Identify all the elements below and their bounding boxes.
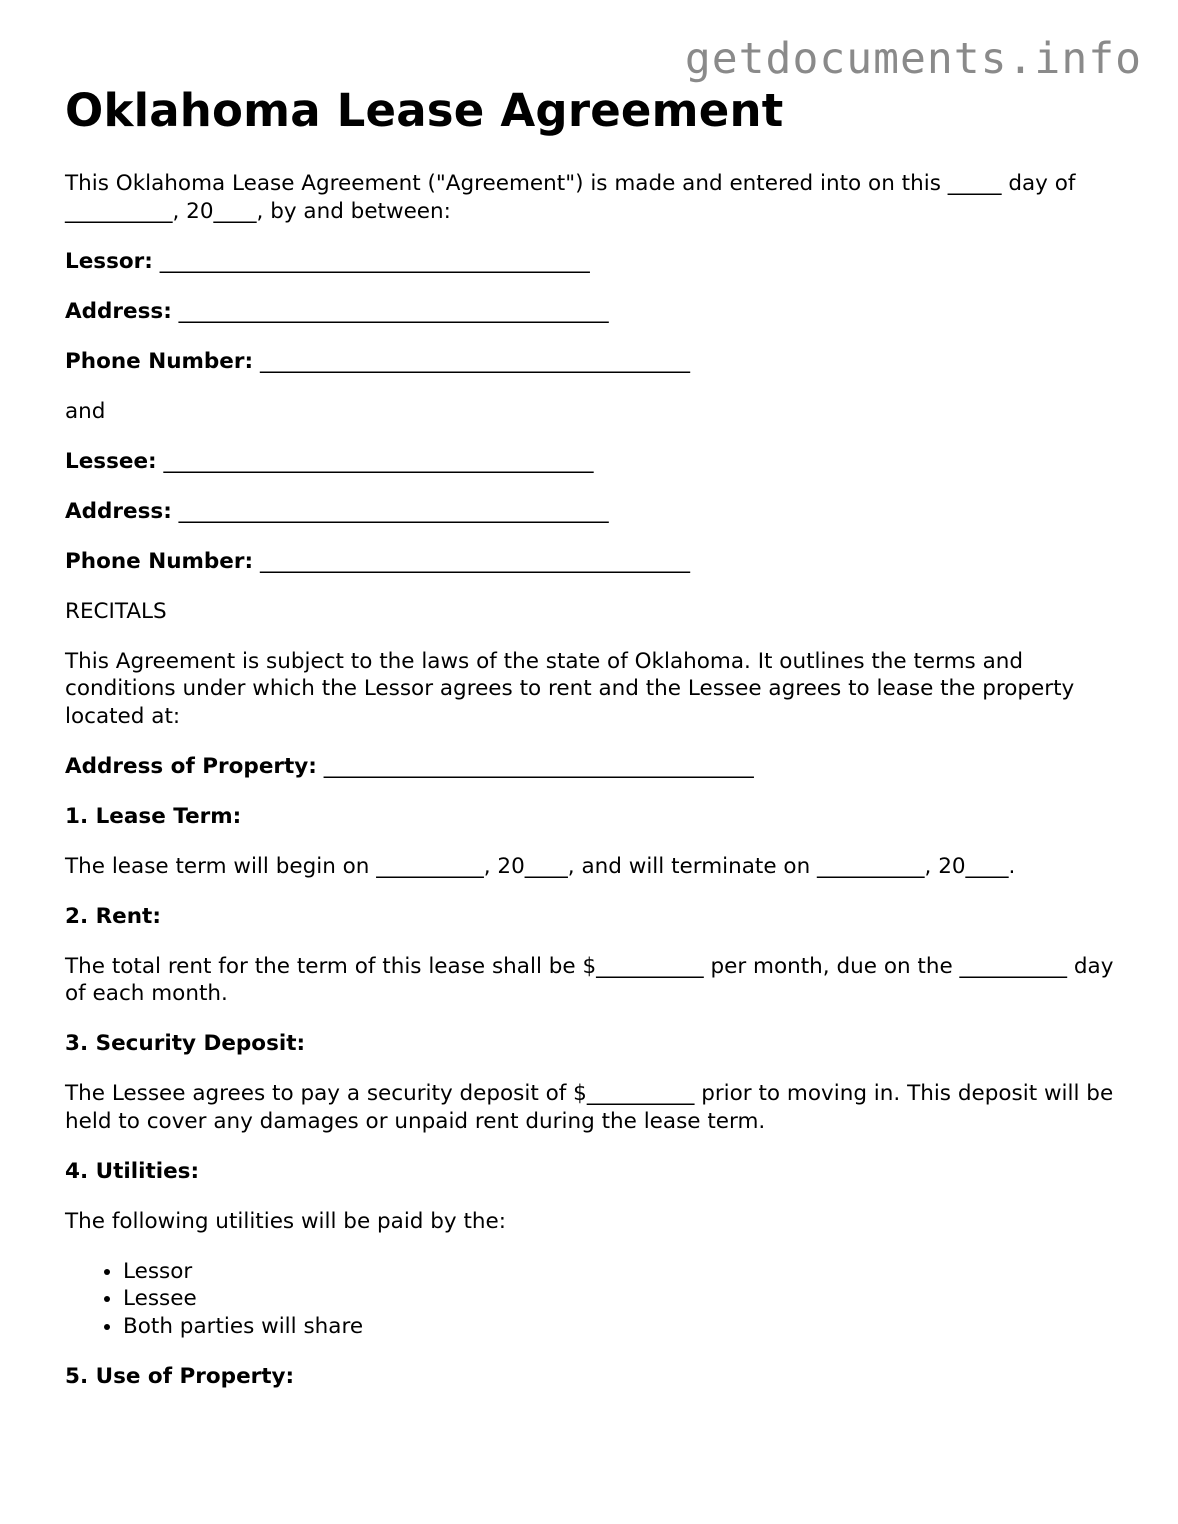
lessee-name-blank: ________________________________________ [163,448,594,474]
property-address-field [65,753,1125,781]
list-item: • Lessor [123,1258,1125,1286]
document-title: Oklahoma Lease Agreement [65,84,784,137]
lessee-phone-label: Phone Number: [65,548,254,574]
lessee-phone-blank: ________________________________________ [259,548,690,574]
section-security-deposit-heading: 3. Security Deposit: [65,1031,306,1056]
lessor-name-blank: ________________________________________ [159,248,590,274]
property-address-label: Address of Property: [65,753,317,779]
lessee-phone-field [65,548,1125,576]
lessor-phone-field [65,348,1125,376]
property-address-blank: ________________________________________ [323,753,754,779]
list-item: • Both parties will share [123,1313,1125,1341]
section-rent-heading: 2. Rent: [65,903,161,929]
utilities-options-list [65,1258,1125,1341]
section-rent-text: The total rent for the term of this lease shall be $__________ per month, due on the __________ day of each month. [65,953,1114,1006]
lessor-name-field [65,248,1125,276]
recitals-paragraph: This Agreement is subject to the laws of the state of Oklahoma. It outlines the terms and conditions under which the Lessor agrees to rent and the Lessee agrees to lease the property located at: [65,648,1075,729]
and-text: and [65,398,106,424]
lessor-address-field [65,298,1125,326]
section-utilities-heading: 4. Utilities: [65,1158,200,1184]
intro-paragraph: This Oklahoma Lease Agreement ("Agreement") is made and entered into on this _____ day of __________, 20____, by and between: [65,171,1076,224]
lessee-name-field [65,448,1125,476]
lessee-name-label: Lessee: [65,448,157,474]
lessor-address-blank: ________________________________________ [178,298,609,324]
lessee-address-blank: ________________________________________ [178,498,609,524]
lessee-address-label: Address: [65,498,172,524]
section-utilities-text: The following utilities will be paid by the: [65,1208,507,1234]
section-security-deposit-text: The Lessee agrees to pay a security deposit of $__________ prior to moving in. This deposit will be held to cover any damages or unpaid rent during the lease term. [65,1081,1114,1134]
section-lease-term-text: The lease term will begin on __________, 20____, and will terminate on __________, 20____. [65,853,1016,879]
lessor-address-label: Address: [65,298,172,324]
list-item: • Lessee [123,1285,1125,1313]
document-page [65,80,1125,1390]
section-use-of-property-heading: 5. Use of Property: [65,1363,295,1389]
lessor-name-label: Lessor: [65,248,153,274]
watermark: getdocuments.info [684,34,1142,84]
lessor-phone-label: Phone Number: [65,348,254,374]
recitals-heading: RECITALS [65,598,167,624]
lessor-phone-blank: ________________________________________ [259,348,690,374]
section-lease-term-heading: 1. Lease Term: [65,803,242,829]
lessee-address-field [65,498,1125,526]
